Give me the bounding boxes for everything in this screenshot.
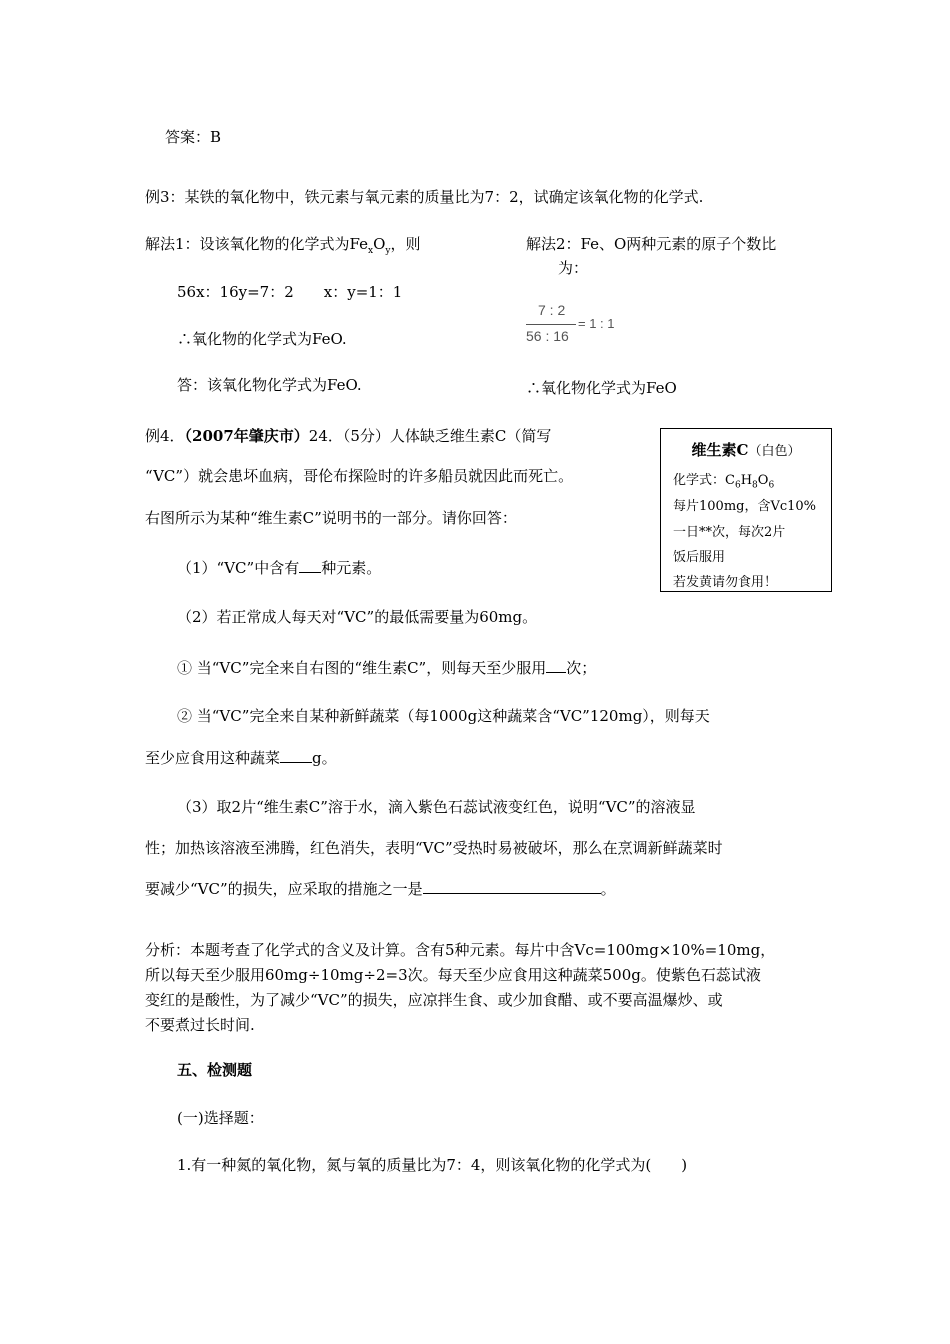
vitamin-dose-frequency: 一日**次，每次2片	[673, 525, 786, 540]
formula-o-count: 6	[768, 480, 775, 491]
formula-h: H	[740, 473, 753, 488]
question2: （2）若正常成人每天对“VC”的最低需要量为60mg。	[177, 608, 538, 626]
fraction-denominator: 56 : 16	[526, 328, 569, 344]
analysis-line2: 所以每天至少服用60mg÷10mg÷2=3次。每天至少应食用这种蔬菜500g。使紫色石蕊试液	[145, 966, 761, 984]
vitamin-box-title	[661, 439, 831, 460]
question2a-pre: ① 当“VC”完全来自右图的“维生素C”，则每天至少服用	[177, 659, 547, 677]
formula-c: C	[725, 473, 735, 488]
question3-line3	[145, 878, 616, 899]
question1-pre: （1）“VC”中含有	[177, 559, 300, 577]
vitamin-box-title-name: 维生素C	[691, 441, 749, 459]
vitamin-after-meal: 饭后服用	[673, 550, 726, 565]
analysis-line3: 变红的是酸性，为了减少“VC”的损失，应凉拌生食、或少加食醋、或不要高温爆炒、或	[145, 991, 723, 1009]
formula-h-count: 8	[752, 480, 758, 491]
question1-post: 种元素。	[321, 559, 382, 577]
method1-line1-post: ，则	[390, 235, 421, 253]
method1-line2: 56x：16y=7：2 x：y=1：1	[177, 283, 403, 301]
section5-question1: 1.有一种氮的氧化物，氮与氧的质量比为7：4，则该氧化物的化学式为( )	[177, 1156, 688, 1174]
vitamin-label-box	[660, 428, 832, 592]
question2b-line1: ② 当“VC”完全来自某种新鲜蔬菜（每1000g这种蔬菜含“VC”120mg），则每天	[177, 707, 710, 725]
ratio-fraction	[524, 302, 634, 348]
example4-label: 例4．	[145, 427, 185, 445]
method2-conclusion: ∴氧化物化学式为FeO	[526, 379, 677, 397]
analysis-line1: 分析：本题考查了化学式的含义及计算。含有5种元素。每片中含Vc=100mg×10%=10mg，	[145, 941, 776, 959]
formula-o: O	[757, 473, 769, 488]
answer-line: 答案：B	[165, 128, 222, 146]
fraction-bar	[526, 324, 576, 325]
example4-line3: 右图所示为某种“维生素C”说明书的一部分。请你回答：	[145, 509, 517, 527]
example4-line2: “VC”）就会患坏血病，哥伦布探险时的许多船员就因此而死亡。	[145, 467, 574, 485]
question2b-blank	[280, 747, 312, 763]
method1-line1	[145, 234, 421, 261]
vitamin-formula	[673, 469, 774, 491]
question3-line1: （3）取2片“维生素C”溶于水，滴入紫色石蕊试液变红色，说明“VC”的溶液显	[177, 798, 696, 816]
question2a-post: 次；	[566, 659, 597, 677]
question3-pre: 要减少“VC”的损失，应采取的措施之一是	[145, 880, 423, 898]
example3-question: 例3：某铁的氧化物中，铁元素与氧元素的质量比为7：2，试确定该氧化物的化学式.	[145, 188, 704, 206]
subscript-x: x	[368, 246, 374, 256]
example4-source: （2007年肇庆市）	[184, 427, 309, 445]
method2-line1b: 为：	[558, 259, 589, 277]
method1-answer: 答：该氧化物化学式为FeO.	[177, 376, 362, 394]
section5-heading: 五、检测题	[177, 1061, 253, 1079]
method2-line1: 解法2：Fe、O两种元素的原子个数比	[526, 235, 777, 253]
question3-blank	[423, 878, 601, 894]
question2a	[177, 657, 596, 678]
vitamin-dose-content: 每片100mg，含Vc10%	[673, 499, 817, 514]
fraction-numerator: 7 : 2	[538, 302, 566, 318]
method1-line3: ∴氧化物的化学式为FeO.	[177, 330, 347, 348]
question2b-pre: 至少应食用这种蔬菜	[145, 749, 281, 767]
vitamin-warning: 若发黄请勿食用！	[673, 575, 778, 590]
analysis-line4: 不要煮过长时间.	[145, 1016, 255, 1034]
question1	[177, 557, 381, 578]
question3-line2: 性；加热该溶液至沸腾，红色消失，表明“VC”受热时易被破坏，那么在烹调新鲜蔬菜时	[145, 839, 723, 857]
question1-blank	[299, 557, 321, 573]
question2a-blank	[546, 657, 566, 673]
question2b-line2	[145, 747, 337, 768]
example4-line1	[145, 426, 551, 446]
example4-line1-text: 24．（5分）人体缺乏维生素C（简写	[308, 427, 552, 445]
fraction-result: = 1 : 1	[578, 316, 615, 331]
section5-subheading: (一)选择题：	[177, 1109, 264, 1127]
question2b-post: g。	[312, 749, 337, 767]
formula-label: 化学式：	[673, 473, 726, 488]
formula-c-count: 6	[734, 480, 741, 491]
method1-line1-mid: O	[373, 235, 386, 253]
vitamin-box-title-note: （白色）	[748, 444, 801, 459]
subscript-y: y	[385, 246, 391, 256]
question3-post: 。	[600, 880, 616, 898]
method1-line1-pre: 解法1：设该氧化物的化学式为Fe	[145, 235, 369, 253]
